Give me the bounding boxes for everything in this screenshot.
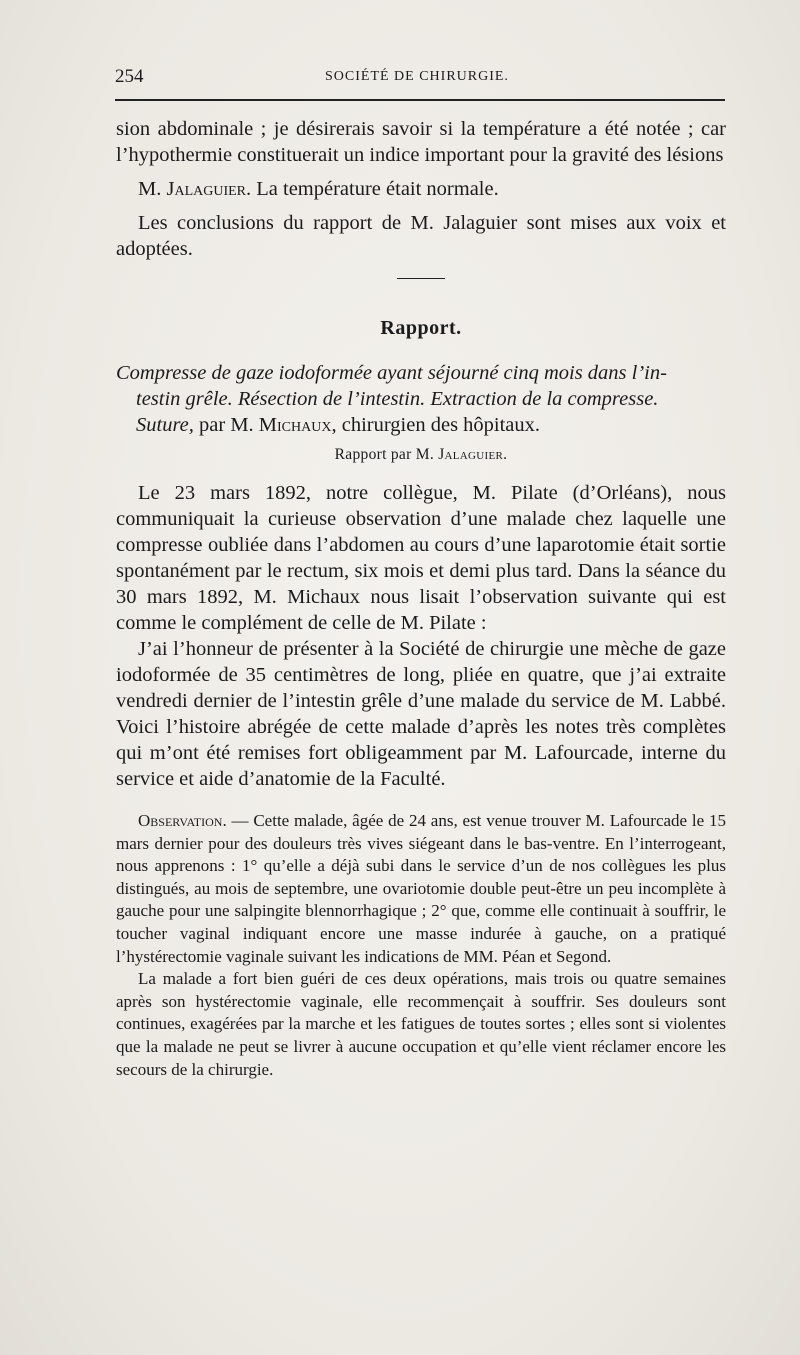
- observation-paragraph-1: [116, 810, 726, 968]
- subject-author: Michaux: [258, 414, 332, 436]
- body-paragraph-2: J’ai l’honneur de présenter à la Société de chirurgie une mèche de gaze iodoformée de 35 centimètres de long, pliée en quatre, que j’ai extraite vendredi dernier de l’intestin grêle d’une malade du service de M. Labbé. Voici l’histoire abrégée de cette malade d’après les notes très complètes qui m’ont été remises fort obligeamment par M. Lafourcade, interne du service et aide d’anatomie de la Faculté.: [116, 638, 726, 790]
- conclusion-paragraph: Les conclusions du rapport de M. Jalaguier sont mises aux voix et adoptées.: [116, 212, 726, 260]
- observation-text-1: — Cette malade, âgée de 24 ans, est venue trouver M. Lafourcade le 15 mars dernier pour des douleurs très vives siégeant dans le bas-ventre. En l’interrogeant, nous apprenons : 1° qu’elle a déjà subi dans le service d’un de nos collègues les plus distingués, au mois de septembre, une ovariotomie double peut-être un peu incomplète à gauche pour une salpingite blennorrhagique ; 2° que, comme elle continuait à souffrir, le toucher vaginal indiquant encore une masse indurée à gauche, on a pratiqué l’hystérectomie vaginale suivant les indications de MM. Péan et Segond.: [116, 811, 726, 966]
- reply-text: La température était normale.: [251, 178, 499, 200]
- report-subject: [116, 360, 726, 438]
- subject-line-1: Compresse de gaze iodoformée ayant séjourné cinq mois dans l’in-: [116, 362, 667, 384]
- page-header: [115, 66, 725, 88]
- header-rule: [115, 99, 725, 101]
- byline-name: Jalaguier.: [438, 446, 508, 463]
- subject-line-2: testin grêle. Résection de l’intestin. Extraction de la compresse.: [136, 388, 659, 410]
- page-content: [116, 116, 726, 1081]
- report-byline: [116, 446, 726, 464]
- observation-label: Observation.: [138, 811, 227, 830]
- intro-paragraph: sion abdominale ; je désirerais savoir si la température a été notée ; car l’hypothermie constituerait un indice important pour la gravité des lésions: [116, 118, 726, 166]
- subject-text: par M.: [193, 414, 259, 436]
- section-title: Rapport.: [380, 317, 462, 339]
- byline-prefix: Rapport par M.: [334, 446, 439, 463]
- running-head: SOCIÉTÉ DE CHIRURGIE.: [325, 69, 509, 84]
- body-paragraph-1: Le 23 mars 1892, notre collègue, M. Pilate (d’Orléans), nous communiquait la curieuse observation d’une malade chez laquelle une compresse oubliée dans l’abdomen au cours d’une laparotomie était sortie spontanément par le rectum, six mois et demi plus tard. Dans la séance du 30 mars 1892, M. Michaux nous lisait l’observation suivante qui est comme le complément de celle de M. Pilate :: [116, 482, 726, 634]
- subject-line-3: [116, 412, 726, 438]
- subject-text-end: , chirurgien des hôpitaux.: [331, 414, 541, 436]
- page-number: 254: [115, 66, 144, 87]
- subject-suture: Suture,: [136, 414, 194, 436]
- observation-paragraph-2: La malade a fort bien guéri de ces deux opérations, mais trois ou quatre semaines après son hystérectomie vaginale, elle recommençait à souffrir. Ses douleurs sont continues, exagérées par la marche et les fatigues de toutes sortes ; elles sont si violentes que la malade ne peut se livrer à aucune occupation et qu’elle vient réclamer encore les secours de la chirurgie.: [116, 969, 726, 1079]
- reply-speaker: M. Jalaguier.: [138, 178, 252, 200]
- reply-paragraph: [116, 176, 726, 202]
- separator-rule: [397, 278, 445, 279]
